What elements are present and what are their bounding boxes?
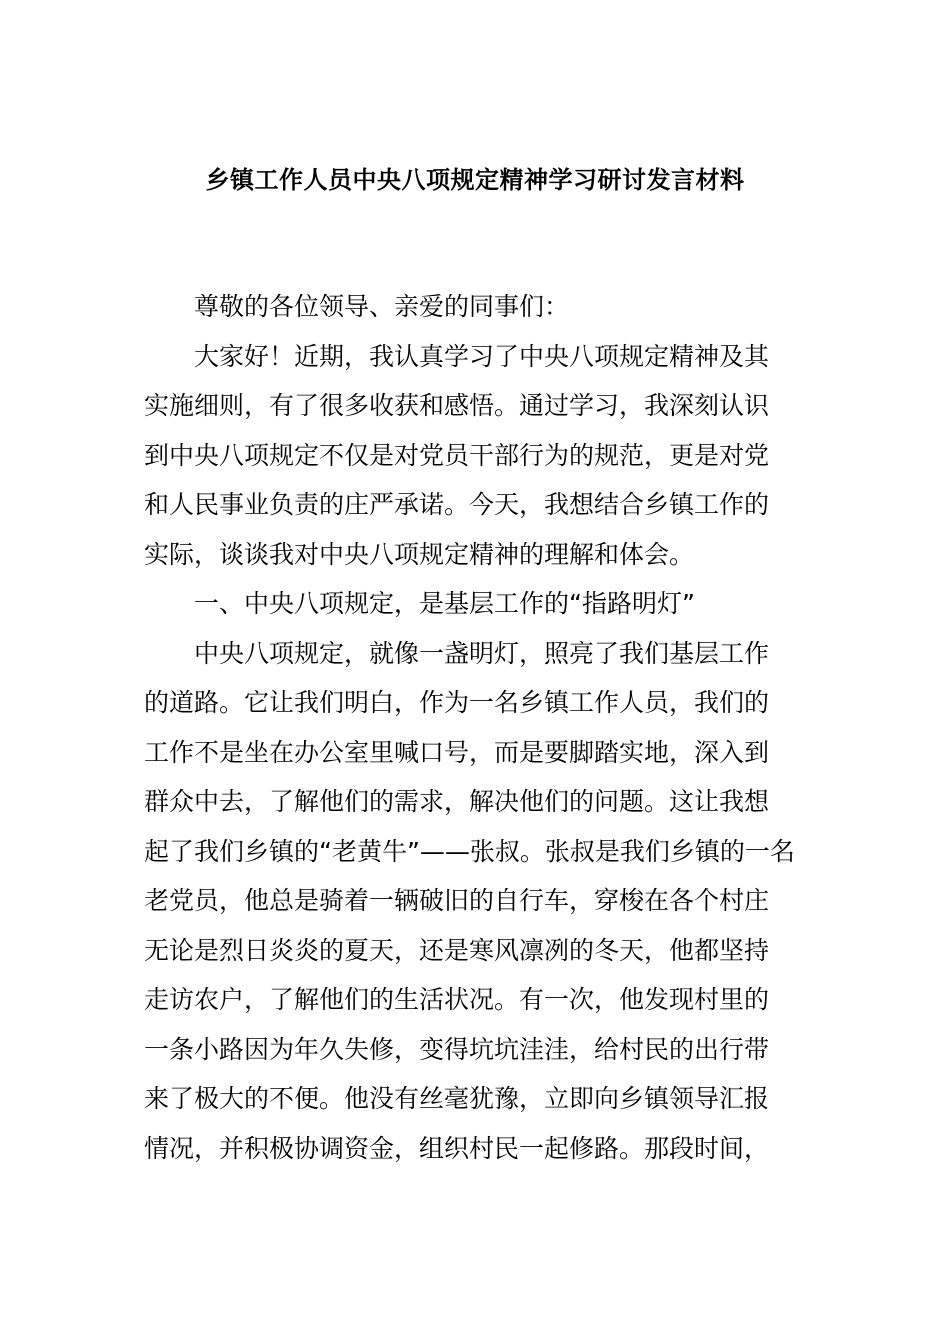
paragraph-line: 群众中去，了解他们的需求，解决他们的问题。这让我想: [144, 787, 770, 816]
paragraph-line: 走访农户，了解他们的生活状况。有一次，他发现村里的: [144, 985, 770, 1014]
paragraph-line: 实际，谈谈我对中央八项规定精神的理解和体会。: [144, 539, 695, 569]
paragraph-line: 起了我们乡镇的“老黄牛”——张叔。张叔是我们乡镇的一名: [144, 836, 795, 866]
paragraph-line: 到中央八项规定不仅是对党员干部行为的规范，更是对党: [144, 440, 770, 470]
paragraph-line: 无论是烈日炎炎的夏天，还是寒风凛冽的冬天，他都坚持: [144, 935, 770, 965]
paragraph-line: 情况，并积极协调资金，组织村民一起修路。那段时间，: [144, 1133, 770, 1163]
paragraph-line: 中央八项规定，就像一盏明灯，照亮了我们基层工作: [194, 638, 770, 668]
paragraph-line: 一条小路因为年久失修，变得坑坑洼洼，给村民的出行带: [144, 1034, 770, 1064]
document-title: 乡镇工作人员中央八项规定精神学习研讨发言材料: [205, 166, 745, 194]
paragraph-line: 来了极大的不便。他没有丝毫犹豫，立即向乡镇领导汇报: [144, 1084, 770, 1113]
paragraph-line: 老党员，他总是骑着一辆破旧的自行车，穿梭在各个村庄: [144, 886, 770, 915]
paragraph-line: 实施细则，有了很多收获和感悟。通过学习，我深刻认识: [144, 391, 770, 420]
paragraph-line: 的道路。它让我们明白，作为一名乡镇工作人员，我们的: [144, 688, 770, 717]
salutation-line: 尊敬的各位领导、亲爱的同事们：: [194, 292, 570, 321]
document-body: [144, 282, 806, 1173]
section-heading: 一、中央八项规定，是基层工作的“指路明灯”: [194, 589, 695, 618]
paragraph-line: 大家好！近期，我认真学习了中央八项规定精神及其: [194, 341, 770, 371]
paragraph-line: 工作不是坐在办公室里喊口号，而是要脚踏实地，深入到: [144, 737, 770, 767]
paragraph-line: 和人民事业负责的庄严承诺。今天，我想结合乡镇工作的: [144, 490, 770, 519]
